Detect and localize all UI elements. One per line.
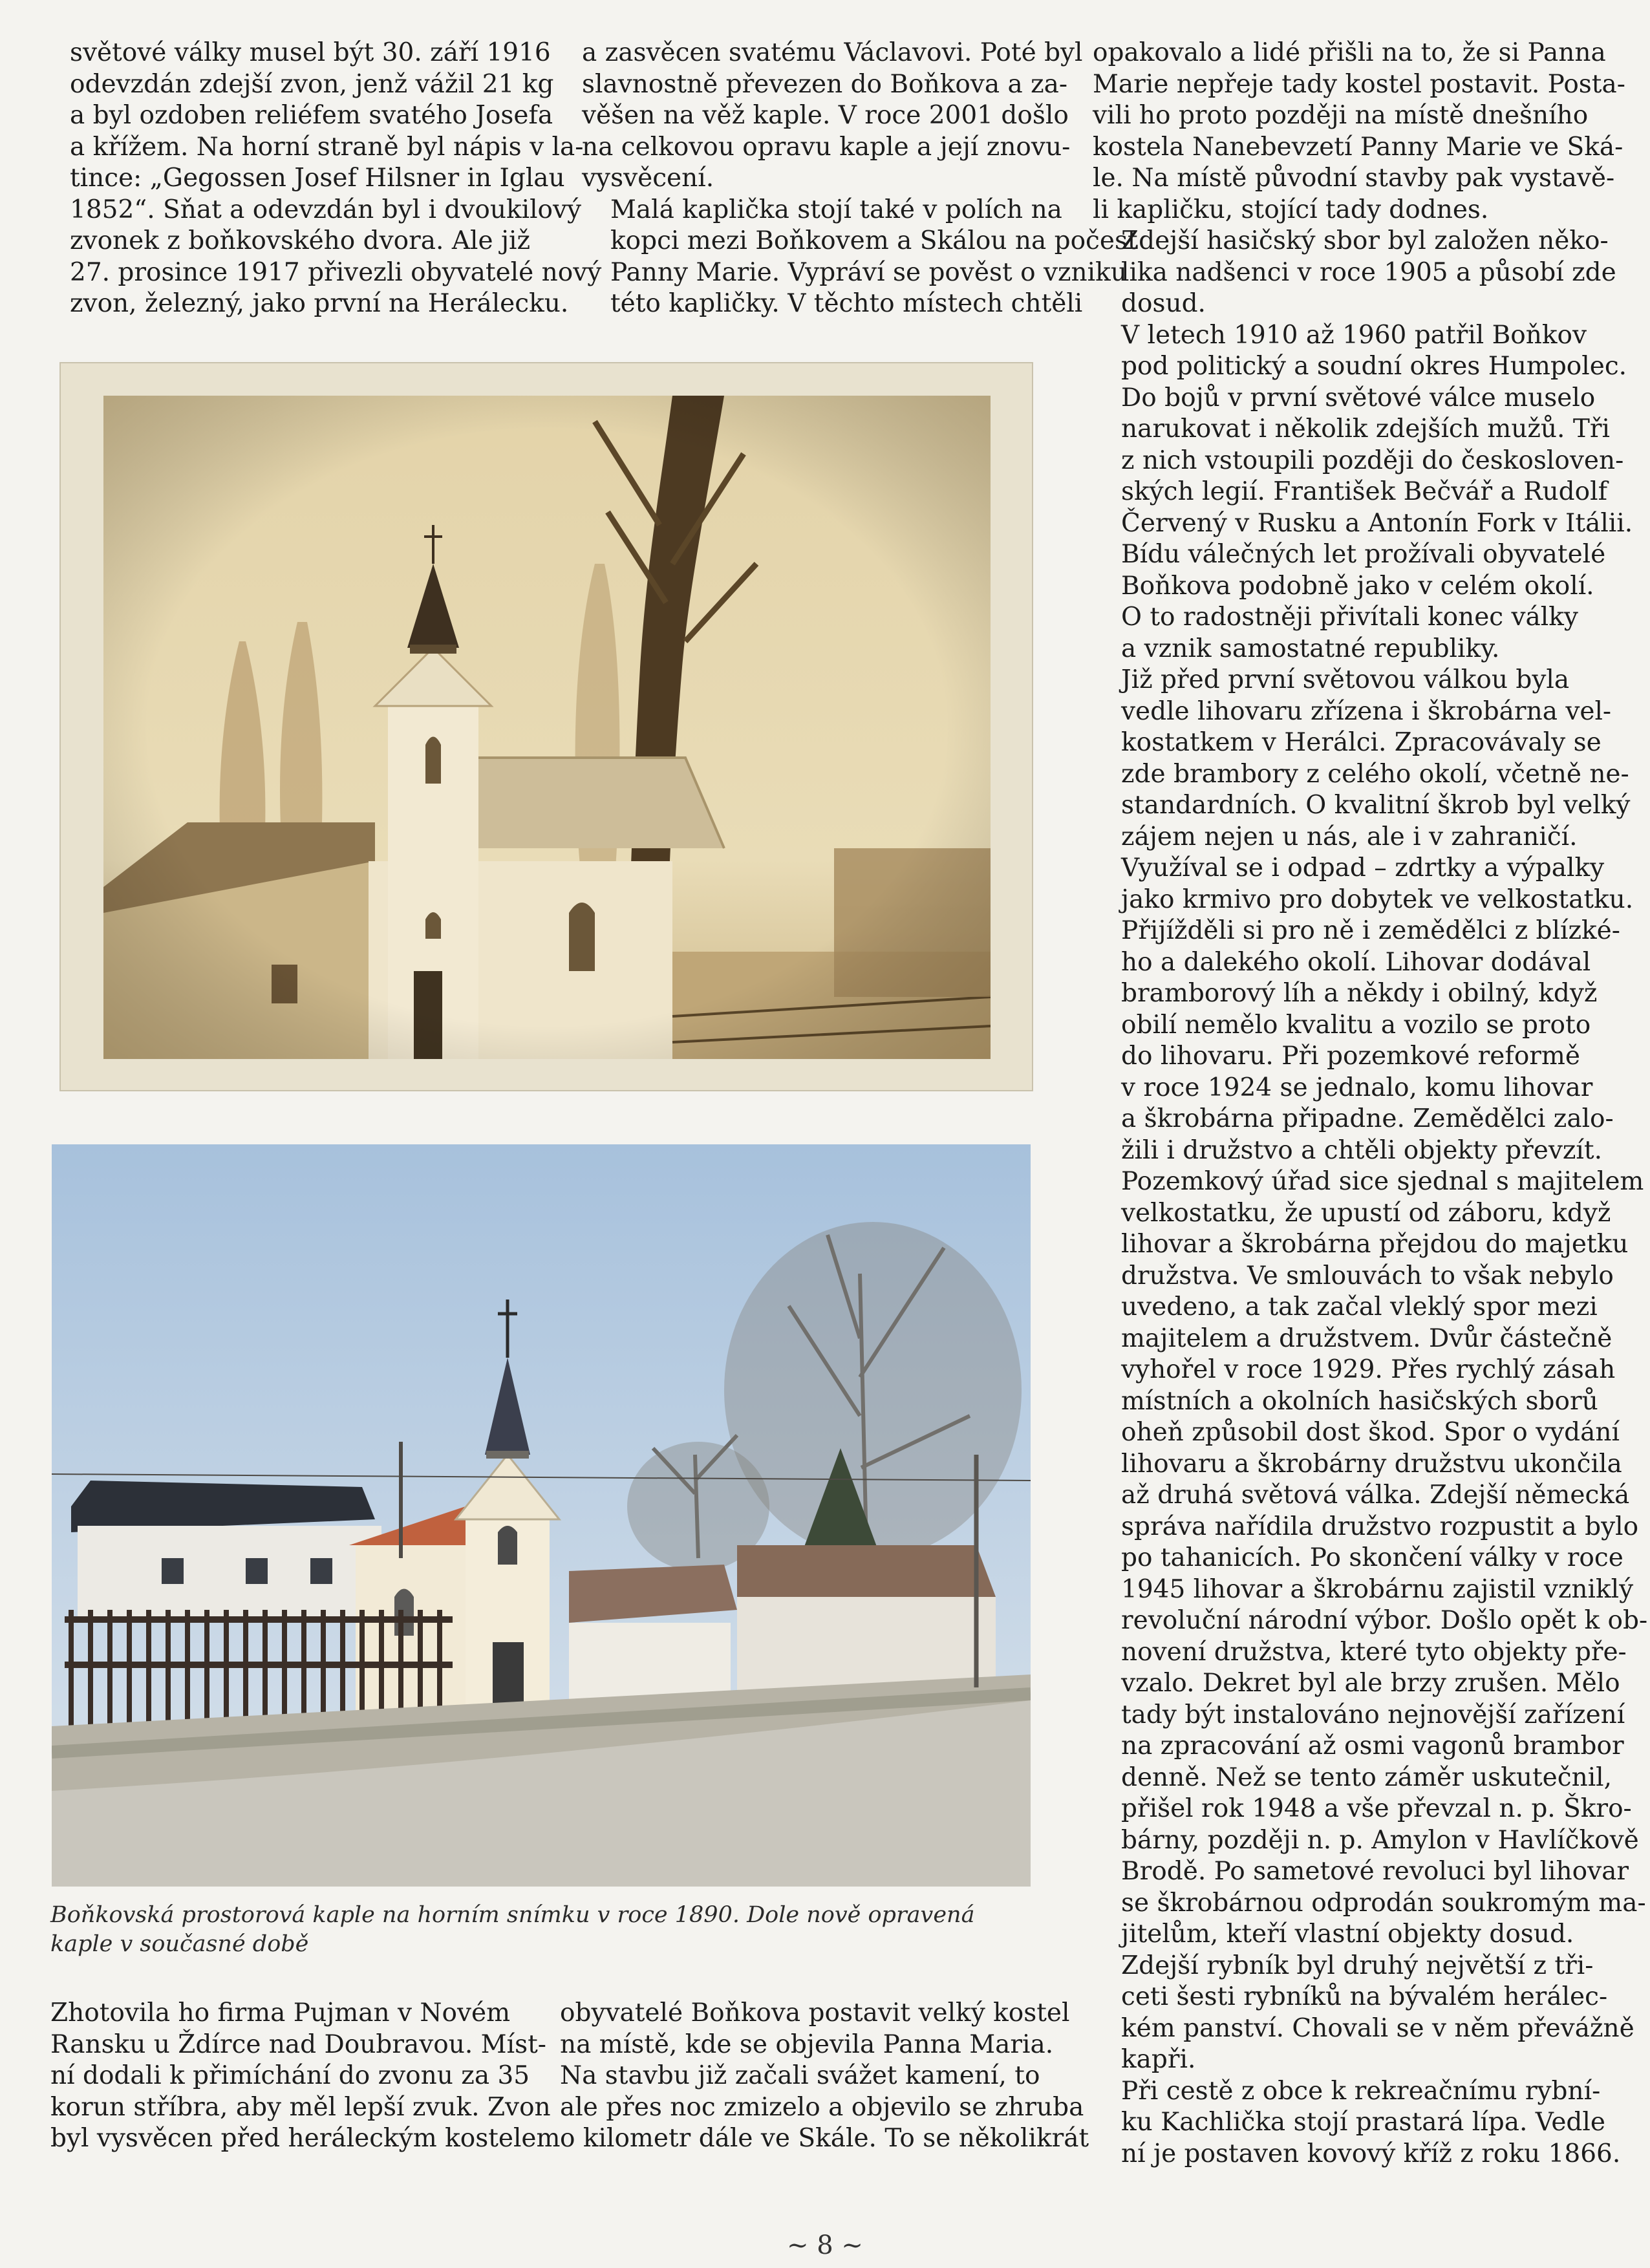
text-column-top-left: [70, 37, 602, 320]
paragraph: [1093, 2076, 1621, 2170]
text-column-top-middle: [582, 37, 1138, 320]
paragraph: [1093, 226, 1616, 320]
text-line: obyvatelé Boňkova postavit velký kostel: [560, 1998, 1070, 2027]
text-line: Při cestě z obce k rekreačnímu rybní-: [1121, 2076, 1601, 2106]
paragraph: [582, 195, 1138, 320]
text-line: V letech 1910 až 1960 patřil Boňkov: [1121, 320, 1587, 350]
text-line: oheň způsobil dost škod. Spor o vydání: [1121, 1418, 1620, 1447]
text-line: standardních. O kvalitní škrob byl velký: [1121, 791, 1631, 820]
text-line: o kilometr dále ve Skále. To se několikrát: [560, 2124, 1089, 2153]
text-line: Marie nepřeje tady kostel postavit. Posta-: [1093, 69, 1625, 99]
text-line: správa nařídila družstvo rozpustit a bylo: [1121, 1512, 1639, 1541]
text-line: Ransku u Ždírce nad Doubravou. Míst-: [50, 2029, 546, 2059]
text-line: Brodě. Po sametové revoluci byl lihovar: [1121, 1857, 1629, 1886]
text-line: lihovar a škrobárna přejdou do majetku: [1121, 1230, 1629, 1259]
modern-photo-frame: [52, 1144, 1031, 1887]
text-line: vyhořel v roce 1929. Přes rychlý zásah: [1121, 1355, 1616, 1384]
text-line: této kapličky. V těchto místech chtěli: [610, 289, 1083, 318]
text-line: Již před první světovou válkou byla: [1121, 665, 1570, 694]
text-line: vysvěcení.: [582, 164, 714, 193]
text-line: Využíval se i odpad – zdrtky a výpalky: [1121, 853, 1605, 883]
text-line: Panny Marie. Vypráví se pověst o vzniku: [610, 257, 1127, 287]
text-line: zvon, železný, jako první na Herálecku.: [70, 289, 569, 318]
text-line: lika nadšenci v roce 1905 a působí zde: [1121, 257, 1616, 287]
text-line: 27. prosince 1917 přivezli obyvatelé nový: [70, 257, 602, 287]
text-line: Bídu válečných let prožívali obyvatelé: [1121, 540, 1606, 569]
text-line: 1945 lihovar a škrobárnu zajistil vzniklý: [1121, 1574, 1634, 1604]
text-line: ale přes noc zmizelo a objevilo se zhruba: [560, 2092, 1084, 2122]
text-line: Přijížděli si pro ně i zemědělci z blízké-: [1121, 916, 1620, 945]
text-line: O to radostněji přivítali konec války: [1121, 603, 1578, 632]
text-line: a byl ozdoben reliéfem svatého Josefa: [70, 101, 553, 130]
text-line: kostatkem v Herálci. Zpracovávaly se: [1121, 728, 1602, 757]
text-line: vedle lihovaru zřízena i škrobárna vel-: [1121, 696, 1612, 726]
paragraph: [1093, 1951, 1634, 2076]
text-line: a křížem. Na horní straně byl nápis v la-: [70, 132, 584, 162]
text-line: tince: „Gegossen Josef Hilsner in Iglau: [70, 164, 565, 193]
text-line: družstva. Ve smlouvách to však nebylo: [1121, 1261, 1614, 1290]
text-line: slavnostně převezen do Boňkova a za-: [582, 69, 1068, 99]
page-number: ~ 8 ~: [787, 2231, 863, 2260]
text-line: Malá kaplička stojí také v polích na: [610, 195, 1062, 224]
text-line: velkostatku, že upustí od záboru, když: [1121, 1198, 1611, 1228]
text-line: Do bojů v první světové válce muselo: [1121, 383, 1596, 412]
text-line: lihovaru a škrobárny družstvu ukončila: [1121, 1449, 1622, 1479]
text-line: 1852“. Sňat a odevzdán byl i dvoukilový: [70, 195, 582, 224]
text-line: dosud.: [1121, 289, 1206, 318]
text-line: Zdejší hasičský sbor byl založen něko-: [1121, 226, 1609, 255]
text-line: žili i družstvo a chtěli objekty převzít.: [1121, 1135, 1602, 1165]
text-column-bottom-middle: [560, 1998, 1089, 2155]
text-line: li kapličku, stojící tady dodnes.: [1093, 195, 1489, 224]
paragraph: [1093, 320, 1633, 665]
text-column-right: [1093, 37, 1648, 2170]
text-line: kapři.: [1121, 2045, 1196, 2074]
paragraph: [1093, 37, 1625, 226]
text-line: světové války musel být 30. září 1916: [70, 38, 551, 67]
text-line: jako krmivo pro dobytek ve velkostatku.: [1121, 884, 1634, 914]
text-line: revoluční národní výbor. Došlo opět k ob-: [1121, 1606, 1648, 1635]
modern-chapel-photo: [52, 1144, 1031, 1887]
text-line: ku Kachlička stojí prastará lípa. Vedle: [1121, 2108, 1605, 2137]
text-line: místních a okolních hasičských sborů: [1121, 1386, 1598, 1416]
text-line: Zdejší rybník byl druhý největší z tři-: [1121, 1951, 1594, 1980]
text-line: kém panství. Chovali se v něm převážně: [1121, 2013, 1634, 2043]
text-line: denně. Než se tento záměr uskutečnil,: [1121, 1762, 1612, 1792]
historic-photo-frame: [59, 362, 1033, 1091]
text-line: zde brambory z celého okolí, včetně ne-: [1121, 759, 1629, 789]
text-line: a škrobárna připadne. Zemědělci zalo-: [1121, 1104, 1614, 1133]
text-line: až druhá světová válka. Zdejší německá: [1121, 1481, 1630, 1510]
text-line: majitelem a družstvem. Dvůr částečně: [1121, 1323, 1612, 1353]
text-line: do lihovaru. Při pozemkové reformě: [1121, 1042, 1580, 1071]
text-line: po tahanicích. Po skončení války v roce: [1121, 1543, 1623, 1572]
photo-caption: Boňkovská prostorová kaple na horním snímku v roce 1890. Dole nově opravená kaple v současné době: [50, 1902, 975, 1957]
text-line: novení družstva, které tyto objekty pře-: [1121, 1637, 1627, 1667]
text-line: vili ho proto později na místě dnešního: [1093, 101, 1589, 130]
text-line: v roce 1924 se jednalo, komu lihovar: [1121, 1073, 1593, 1102]
text-line: le. Na místě původní stavby pak vystavě-: [1093, 164, 1615, 193]
text-line: Zhotovila ho firma Pujman v Novém: [50, 1998, 511, 2027]
text-line: byl vysvěcen před heráleckým kostelem: [50, 2124, 561, 2153]
text-line: zájem nejen u nás, ale i v zahraničí.: [1121, 822, 1578, 851]
text-line: ceti šesti rybníků na bývalém herálec-: [1121, 1982, 1608, 2011]
text-line: obilí nemělo kvalitu a vozilo se proto: [1121, 1010, 1591, 1040]
text-line: Na stavbu již začali svážet kamení, to: [560, 2061, 1040, 2090]
text-line: ní je postaven kovový kříž z roku 1866.: [1121, 2139, 1621, 2168]
text-line: kostela Nanebevzetí Panny Marie ve Ská-: [1093, 132, 1623, 162]
text-line: z nich vstoupili později do českosloven-: [1121, 445, 1624, 475]
text-line: se škrobárnou odprodán soukromým ma-: [1121, 1888, 1646, 1918]
text-line: a zasvěcen svatému Václavovi. Poté byl: [582, 38, 1083, 67]
paragraph: [560, 1998, 1089, 2155]
text-line: Boňkova podobně jako v celém okolí.: [1121, 571, 1594, 601]
paragraph: [50, 1998, 561, 2155]
text-line: ských legií. František Bečvář a Rudolf: [1121, 477, 1608, 506]
paragraph: [582, 37, 1083, 195]
text-line: bárny, později n. p. Amylon v Havlíčkově: [1121, 1825, 1639, 1855]
text-line: na místě, kde se objevila Panna Maria.: [560, 2029, 1054, 2059]
text-line: na zpracování až osmi vagonů brambor: [1121, 1731, 1624, 1760]
paragraph: [70, 37, 602, 320]
historic-chapel-photo: [103, 396, 991, 1059]
text-line: bramborový líh a někdy i obilný, když: [1121, 979, 1598, 1008]
text-line: tady být instalováno nejnovější zařízení: [1121, 1700, 1625, 1729]
text-column-bottom-left: [50, 1998, 561, 2155]
paragraph: [1093, 665, 1648, 1951]
text-line: ní dodali k přimíchání do zvonu za 35: [50, 2061, 530, 2090]
text-line: opakovalo a lidé přišli na to, že si Panna: [1093, 38, 1606, 67]
text-line: zvonek z boňkovského dvora. Ale již: [70, 226, 531, 255]
text-line: na celkovou opravu kaple a její znovu-: [582, 132, 1071, 162]
text-line: Červený v Rusku a Antonín Fork v Itálii.: [1121, 508, 1633, 538]
text-line: korun stříbra, aby měl lepší zvuk. Zvon: [50, 2092, 551, 2122]
text-line: Pozemkový úřad sice sjednal s majitelem: [1121, 1167, 1644, 1196]
text-line: a vznik samostatné republiky.: [1121, 634, 1500, 663]
text-line: jitelům, kteří vlastní objekty dosud.: [1121, 1920, 1574, 1949]
text-line: odevzdán zdejší zvon, jenž vážil 21 kg: [70, 69, 554, 99]
text-line: narukovat i několik zdejších mužů. Tři: [1121, 414, 1610, 444]
text-line: věšen na věž kaple. V roce 2001 došlo: [582, 101, 1069, 130]
text-line: kopci mezi Boňkovem a Skálou na počest: [610, 226, 1138, 255]
text-line: přišel rok 1948 a vše převzal n. p. Škro-: [1121, 1794, 1632, 1823]
text-line: pod politický a soudní okres Humpolec.: [1121, 352, 1627, 381]
text-line: uvedeno, a tak začal vleklý spor mezi: [1121, 1292, 1598, 1321]
text-line: ho a dalekého okolí. Lihovar dodával: [1121, 947, 1591, 977]
text-line: vzalo. Dekret byl ale brzy zrušen. Mělo: [1121, 1669, 1620, 1698]
